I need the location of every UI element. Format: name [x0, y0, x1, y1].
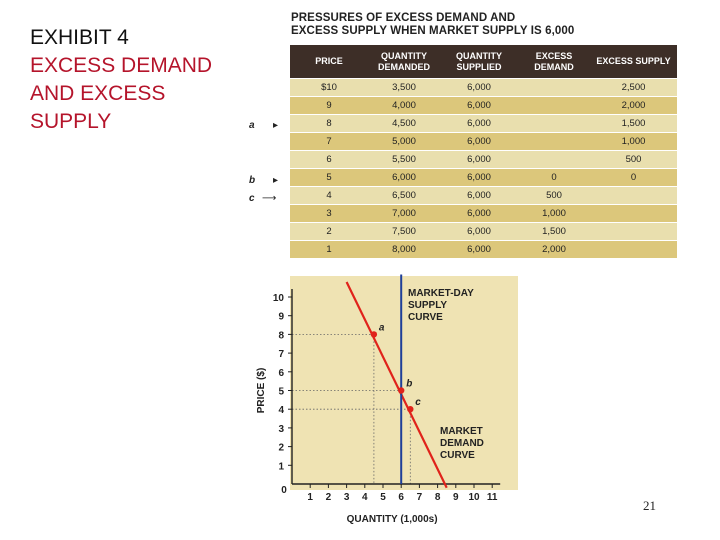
- table-cell: 4,000: [368, 97, 440, 115]
- table-cell: 6,000: [440, 241, 518, 259]
- row-marker-b: b: [249, 175, 256, 186]
- table-cell: 2: [290, 223, 368, 241]
- x-tick-label: 1: [307, 492, 313, 503]
- table-cell: 7,000: [368, 205, 440, 223]
- y-tick-label: 10: [272, 293, 284, 304]
- point-a: [371, 331, 377, 337]
- table-cell: 6,000: [368, 169, 440, 187]
- table-cell: 500: [518, 187, 590, 205]
- x-tick-label: 11: [486, 492, 498, 503]
- row-marker-c: c: [249, 193, 255, 204]
- chart-plot-background: [290, 276, 518, 490]
- x-tick-label: 5: [380, 492, 386, 503]
- demand-curve-label: MARKET: [440, 426, 483, 437]
- exhibit-subtitle-line-3: SUPPLY: [30, 110, 112, 133]
- table-title-line-2: EXCESS SUPPLY WHEN MARKET SUPPLY IS 6,000: [291, 25, 575, 37]
- table-cell: 9: [290, 97, 368, 115]
- table-cell: 1,500: [590, 115, 677, 133]
- x-tick-label: 6: [398, 492, 404, 503]
- table-cell: 6,000: [440, 187, 518, 205]
- table-title-line-1: PRESSURES OF EXCESS DEMAND AND: [291, 12, 516, 24]
- table-cell: 6,500: [368, 187, 440, 205]
- y-tick-label: 5: [278, 386, 284, 398]
- x-axis-label: QUANTITY (1,000s): [346, 514, 438, 525]
- header-price: PRICE: [290, 45, 368, 79]
- table-cell: 1,500: [518, 223, 590, 241]
- header-quantity-demanded: QUANTITY DEMANDED: [368, 45, 440, 79]
- y-tick-label: 8: [278, 330, 284, 342]
- table-cell: 6,000: [440, 223, 518, 241]
- x-tick-label: 10: [468, 492, 480, 503]
- page-number: 21: [643, 498, 656, 513]
- table-cell: 6,000: [440, 169, 518, 187]
- point-label-a: a: [378, 322, 385, 334]
- table-cell: 6,000: [440, 79, 518, 97]
- table-cell: 8: [290, 115, 368, 133]
- table-cell: 2,000: [518, 241, 590, 259]
- table-cell: 6,000: [440, 97, 518, 115]
- table-cell: 4: [290, 187, 368, 205]
- table-cell: 2,000: [590, 97, 677, 115]
- y-tick-label: 6: [278, 367, 284, 379]
- supply-curve-label: SUPPLY: [408, 300, 448, 311]
- x-tick-label: 3: [343, 492, 350, 503]
- table-cell: 1,000: [518, 205, 590, 223]
- demand-curve-label: DEMAND: [440, 438, 484, 449]
- supply-curve-label: CURVE: [408, 312, 443, 323]
- exhibit-subtitle-line-2: AND EXCESS: [30, 82, 166, 105]
- x-tick-label: 4: [362, 492, 368, 503]
- table-cell: 1,000: [590, 133, 677, 151]
- table-cell: 8,000: [368, 241, 440, 259]
- table-cell: 500: [590, 151, 677, 169]
- exhibit-number: EXHIBIT 4: [30, 26, 129, 49]
- x-tick-label: 2: [325, 492, 332, 503]
- row-marker-c-arrow-icon: ⟶: [262, 193, 275, 204]
- row-marker-a: a: [249, 120, 255, 131]
- x-tick-label: 8: [434, 492, 441, 503]
- origin-tick-label: 0: [281, 485, 287, 496]
- y-tick-label: 4: [278, 405, 284, 417]
- table-cell: 4,500: [368, 115, 440, 133]
- table-cell: 5,000: [368, 133, 440, 151]
- y-tick-label: 7: [278, 349, 284, 361]
- point-b: [398, 387, 404, 393]
- table-cell: 6,000: [440, 115, 518, 133]
- row-marker-a-arrow-icon: ▸: [273, 120, 279, 131]
- row-marker-b-arrow-icon: ▸: [273, 175, 279, 186]
- table-cell: 5,500: [368, 151, 440, 169]
- y-tick-label: 2: [278, 442, 284, 454]
- point-c: [407, 406, 413, 412]
- point-label-c: c: [415, 397, 421, 409]
- table-cell: 0: [590, 169, 677, 187]
- x-tick-label: 7: [416, 492, 423, 503]
- table-cell: 3: [290, 205, 368, 223]
- table-cell: $10: [290, 79, 368, 97]
- table-cell: 5: [290, 169, 368, 187]
- y-tick-label: 1: [278, 461, 284, 473]
- header-excess-demand: EXCESS DEMAND: [518, 45, 590, 79]
- y-tick-label: 9: [278, 311, 284, 323]
- point-label-b: b: [406, 378, 413, 390]
- demand-curve-label: CURVE: [440, 450, 475, 461]
- y-axis-label: PRICE ($): [256, 367, 267, 414]
- table-cell: 0: [518, 169, 590, 187]
- table-cell: 6,000: [440, 205, 518, 223]
- header-quantity-supplied: QUANTITY SUPPLIED: [440, 45, 518, 79]
- table-cell: 7: [290, 133, 368, 151]
- header-excess-supply: EXCESS SUPPLY: [590, 45, 677, 79]
- table-cell: 2,500: [590, 79, 677, 97]
- y-tick-label: 3: [278, 423, 284, 435]
- table-cell: 6: [290, 151, 368, 169]
- table-cell: 3,500: [368, 79, 440, 97]
- table-cell: 1: [290, 241, 368, 259]
- table-cell: 6,000: [440, 151, 518, 169]
- x-tick-label: 9: [453, 492, 459, 503]
- exhibit-subtitle-line-1: EXCESS DEMAND: [30, 54, 213, 77]
- supply-curve-label: MARKET-DAY: [408, 288, 474, 299]
- table-cell: 6,000: [440, 133, 518, 151]
- table-cell: 7,500: [368, 223, 440, 241]
